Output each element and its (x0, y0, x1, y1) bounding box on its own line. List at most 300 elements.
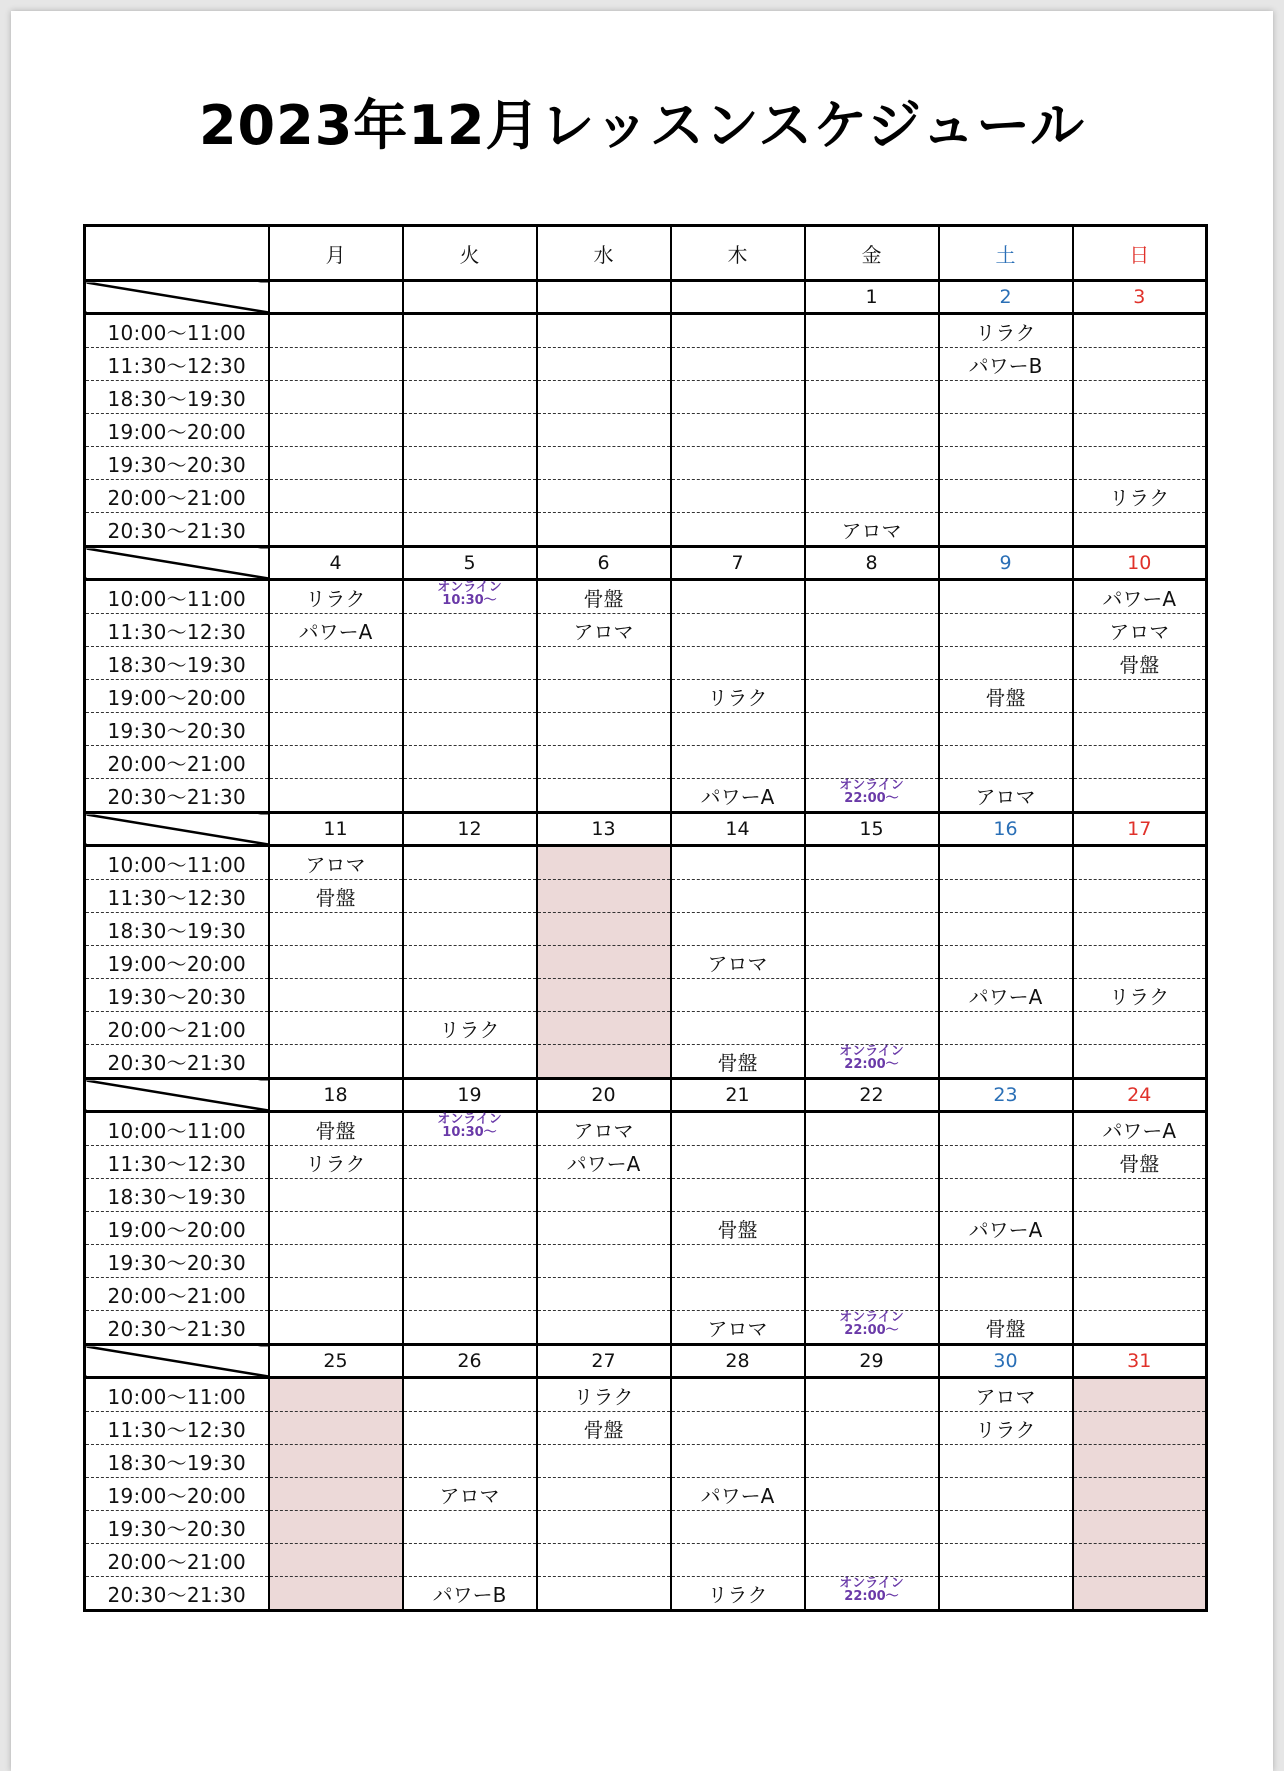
lesson-cell (403, 680, 537, 713)
lesson-cell: 骨盤 (671, 1045, 805, 1079)
lesson-cell (671, 713, 805, 746)
time-slot-label: 10:00～11:00 (85, 314, 269, 348)
lesson-cell (805, 614, 939, 647)
time-slot-row (85, 480, 1207, 513)
lesson-cell: パワーB (939, 348, 1073, 381)
lesson-cell (671, 1378, 805, 1412)
schedule-page (11, 11, 1273, 1771)
date-cell: 11 (269, 813, 403, 846)
lesson-cell (403, 614, 537, 647)
lesson-cell (403, 1212, 537, 1245)
date-cell: 25 (269, 1345, 403, 1378)
lesson-cell: 骨盤 (939, 1311, 1073, 1345)
lesson-cell (269, 447, 403, 480)
closed-day-cell (537, 1045, 671, 1079)
online-lesson-cell (805, 779, 939, 813)
date-cell: 24 (1073, 1079, 1207, 1112)
time-slot-row (85, 1412, 1207, 1445)
week-2-date-row (85, 547, 1207, 580)
lesson-cell (403, 314, 537, 348)
time-slot-row (85, 1445, 1207, 1478)
time-slot-row (85, 447, 1207, 480)
lesson-cell (537, 1278, 671, 1311)
time-slot-label: 20:30～21:30 (85, 513, 269, 547)
date-cell: 14 (671, 813, 805, 846)
online-lesson-badge (839, 779, 904, 805)
lesson-cell (939, 1577, 1073, 1611)
time-slot-row (85, 1146, 1207, 1179)
time-slot-label: 19:30～20:30 (85, 979, 269, 1012)
lesson-cell: 骨盤 (1073, 647, 1207, 680)
week-1-date-row (85, 281, 1207, 314)
date-cell (671, 281, 805, 314)
weekday-header-row (85, 226, 1207, 281)
online-start-time: 22:00～ (844, 791, 899, 806)
lesson-cell (939, 746, 1073, 779)
time-slot-label: 20:30～21:30 (85, 779, 269, 813)
lesson-cell (403, 979, 537, 1012)
lesson-cell: 骨盤 (1073, 1146, 1207, 1179)
lesson-cell (939, 1478, 1073, 1511)
lesson-cell: リラク (269, 1146, 403, 1179)
time-slot-row (85, 580, 1207, 614)
lesson-cell (671, 1112, 805, 1146)
time-slot-label: 18:30～19:30 (85, 381, 269, 414)
lesson-cell (805, 1012, 939, 1045)
lesson-cell (939, 946, 1073, 979)
lesson-cell (939, 880, 1073, 913)
closed-day-cell (1073, 1378, 1207, 1412)
lesson-cell (1073, 680, 1207, 713)
lesson-cell: パワーA (939, 979, 1073, 1012)
lesson-cell (403, 348, 537, 381)
lesson-cell (269, 1012, 403, 1045)
online-label: オンライン (437, 1112, 502, 1127)
lesson-cell (269, 779, 403, 813)
closed-day-cell (1073, 1544, 1207, 1577)
lesson-cell (671, 513, 805, 547)
lesson-cell: アロマ (939, 1378, 1073, 1412)
lesson-cell (805, 946, 939, 979)
lesson-cell (939, 414, 1073, 447)
lesson-cell (403, 1445, 537, 1478)
online-label: オンライン (839, 1044, 904, 1059)
weekday-wed: 水 (537, 226, 671, 281)
closed-day-cell (537, 846, 671, 880)
lesson-cell: アロマ (537, 614, 671, 647)
lesson-cell (537, 680, 671, 713)
online-lesson-badge (437, 581, 502, 607)
date-cell (269, 281, 403, 314)
lesson-cell: パワーA (269, 614, 403, 647)
lesson-cell: 骨盤 (269, 880, 403, 913)
time-slot-row (85, 1245, 1207, 1278)
time-slot-row (85, 513, 1207, 547)
lesson-cell: パワーA (671, 1478, 805, 1511)
time-slot-row (85, 614, 1207, 647)
lesson-cell (537, 1311, 671, 1345)
weekday-fri: 金 (805, 226, 939, 281)
date-cell: 16 (939, 813, 1073, 846)
date-cell: 3 (1073, 281, 1207, 314)
lesson-cell: リラク (1073, 480, 1207, 513)
time-slot-label: 20:00～21:00 (85, 1278, 269, 1311)
lesson-cell (1073, 946, 1207, 979)
lesson-cell (537, 1245, 671, 1278)
time-slot-row (85, 1478, 1207, 1511)
online-start-time: 10:30～ (442, 1125, 497, 1140)
lesson-cell (939, 1278, 1073, 1311)
lesson-cell (671, 846, 805, 880)
time-slot-label: 18:30～19:30 (85, 1445, 269, 1478)
lesson-cell (939, 480, 1073, 513)
closed-day-cell (537, 880, 671, 913)
time-slot-label: 19:00～20:00 (85, 414, 269, 447)
lesson-cell (269, 1179, 403, 1212)
closed-day-cell (269, 1544, 403, 1577)
diagonal-divider-cell (85, 813, 269, 846)
lesson-cell: リラク (537, 1378, 671, 1412)
time-slot-row (85, 1577, 1207, 1611)
lesson-cell (671, 1511, 805, 1544)
lesson-cell (537, 348, 671, 381)
lesson-cell (805, 1412, 939, 1445)
lesson-cell (403, 880, 537, 913)
time-slot-row (85, 314, 1207, 348)
lesson-cell (403, 480, 537, 513)
date-cell: 13 (537, 813, 671, 846)
lesson-cell (805, 1278, 939, 1311)
time-slot-label: 11:30～12:30 (85, 1146, 269, 1179)
time-slot-row (85, 913, 1207, 946)
lesson-cell (269, 348, 403, 381)
time-slot-row (85, 979, 1207, 1012)
weekday-thu: 木 (671, 226, 805, 281)
lesson-cell (939, 1544, 1073, 1577)
time-slot-row (85, 1544, 1207, 1577)
closed-day-cell (1073, 1445, 1207, 1478)
lesson-cell (671, 348, 805, 381)
lesson-cell (1073, 1278, 1207, 1311)
diagonal-divider-cell (85, 1079, 269, 1112)
closed-day-cell (269, 1577, 403, 1611)
lesson-cell (805, 1378, 939, 1412)
time-slot-label: 19:00～20:00 (85, 1212, 269, 1245)
time-slot-label: 20:00～21:00 (85, 480, 269, 513)
lesson-cell (671, 314, 805, 348)
time-slot-row (85, 647, 1207, 680)
lesson-cell (939, 513, 1073, 547)
lesson-cell (1073, 1212, 1207, 1245)
date-cell: 31 (1073, 1345, 1207, 1378)
time-slot-label: 18:30～19:30 (85, 913, 269, 946)
lesson-cell (403, 647, 537, 680)
lesson-cell: アロマ (403, 1478, 537, 1511)
lesson-cell (537, 779, 671, 813)
lesson-cell (805, 913, 939, 946)
online-lesson-cell (805, 1045, 939, 1079)
lesson-cell (1073, 447, 1207, 480)
lesson-cell (671, 1278, 805, 1311)
lesson-cell (269, 513, 403, 547)
lesson-cell (939, 1112, 1073, 1146)
online-lesson-badge (437, 1113, 502, 1139)
week-4-date-row (85, 1079, 1207, 1112)
lesson-cell: パワーA (1073, 1112, 1207, 1146)
lesson-cell (1073, 913, 1207, 946)
lesson-cell (537, 414, 671, 447)
lesson-cell (939, 1012, 1073, 1045)
week-3-date-row (85, 813, 1207, 846)
time-slot-row (85, 779, 1207, 813)
online-lesson-cell (805, 1577, 939, 1611)
lesson-cell (805, 1478, 939, 1511)
date-cell: 19 (403, 1079, 537, 1112)
time-slot-row (85, 1112, 1207, 1146)
lesson-cell (939, 1045, 1073, 1079)
lesson-cell (269, 480, 403, 513)
lesson-cell (805, 746, 939, 779)
time-slot-row (85, 713, 1207, 746)
lesson-cell (805, 1445, 939, 1478)
online-start-time: 22:00～ (844, 1323, 899, 1338)
lesson-cell (671, 614, 805, 647)
closed-day-cell (537, 946, 671, 979)
time-slot-label: 18:30～19:30 (85, 1179, 269, 1212)
lesson-cell (537, 1577, 671, 1611)
online-label: オンライン (839, 778, 904, 793)
time-slot-row (85, 1278, 1207, 1311)
lesson-cell (537, 1478, 671, 1511)
lesson-cell (671, 1146, 805, 1179)
lesson-cell (1073, 314, 1207, 348)
lesson-cell (1073, 1012, 1207, 1045)
lesson-cell (671, 1179, 805, 1212)
lesson-cell (671, 1012, 805, 1045)
lesson-cell: パワーB (403, 1577, 537, 1611)
date-cell: 17 (1073, 813, 1207, 846)
time-slot-label: 19:30～20:30 (85, 1245, 269, 1278)
time-slot-label: 19:30～20:30 (85, 447, 269, 480)
time-slot-row (85, 1311, 1207, 1345)
time-slot-label: 11:30～12:30 (85, 880, 269, 913)
date-cell (403, 281, 537, 314)
lesson-cell (537, 314, 671, 348)
time-slot-label: 20:30～21:30 (85, 1045, 269, 1079)
date-cell: 6 (537, 547, 671, 580)
lesson-cell (269, 314, 403, 348)
lesson-cell (269, 1245, 403, 1278)
lesson-cell (939, 614, 1073, 647)
lesson-cell (403, 1146, 537, 1179)
time-slot-label: 10:00～11:00 (85, 1378, 269, 1412)
lesson-cell: アロマ (269, 846, 403, 880)
time-slot-label: 10:00～11:00 (85, 1112, 269, 1146)
lesson-cell: パワーA (1073, 580, 1207, 614)
lesson-cell (805, 348, 939, 381)
closed-day-cell (537, 1012, 671, 1045)
date-cell: 7 (671, 547, 805, 580)
lesson-cell (805, 1146, 939, 1179)
lesson-cell (671, 580, 805, 614)
lesson-cell (671, 1412, 805, 1445)
lesson-cell (805, 480, 939, 513)
date-cell (537, 281, 671, 314)
time-slot-label: 10:00～11:00 (85, 580, 269, 614)
lesson-cell (939, 913, 1073, 946)
diagonal-divider-cell (85, 1345, 269, 1378)
time-slot-row (85, 1012, 1207, 1045)
date-cell: 18 (269, 1079, 403, 1112)
date-cell: 26 (403, 1345, 537, 1378)
lesson-cell (671, 1245, 805, 1278)
date-cell: 5 (403, 547, 537, 580)
lesson-cell (939, 713, 1073, 746)
lesson-cell (403, 713, 537, 746)
date-cell: 22 (805, 1079, 939, 1112)
date-cell: 28 (671, 1345, 805, 1378)
lesson-cell (1073, 713, 1207, 746)
lesson-cell: パワーA (671, 779, 805, 813)
lesson-cell (805, 580, 939, 614)
page-title: 2023年12月レッスンスケジュール (198, 94, 1086, 157)
lesson-cell: パワーA (537, 1146, 671, 1179)
lesson-cell: リラク (1073, 979, 1207, 1012)
time-slot-row (85, 381, 1207, 414)
online-label: オンライン (839, 1576, 904, 1591)
lesson-cell: リラク (671, 1577, 805, 1611)
date-cell: 12 (403, 813, 537, 846)
lesson-cell (671, 1445, 805, 1478)
online-start-time: 10:30～ (442, 593, 497, 608)
time-slot-row (85, 348, 1207, 381)
lesson-cell (403, 447, 537, 480)
lesson-cell (269, 946, 403, 979)
lesson-cell: アロマ (537, 1112, 671, 1146)
lesson-cell (403, 381, 537, 414)
lesson-cell (537, 713, 671, 746)
lesson-cell (805, 1511, 939, 1544)
lesson-cell (939, 381, 1073, 414)
week-5-date-row (85, 1345, 1207, 1378)
lesson-cell: パワーA (939, 1212, 1073, 1245)
date-cell: 21 (671, 1079, 805, 1112)
lesson-cell (805, 680, 939, 713)
time-slot-row (85, 1045, 1207, 1079)
lesson-cell (805, 1212, 939, 1245)
lesson-cell (537, 381, 671, 414)
lesson-cell (1073, 381, 1207, 414)
time-slot-label: 20:00～21:00 (85, 746, 269, 779)
lesson-cell (805, 1544, 939, 1577)
lesson-cell (537, 1179, 671, 1212)
lesson-cell: アロマ (671, 946, 805, 979)
date-cell: 4 (269, 547, 403, 580)
closed-day-cell (269, 1378, 403, 1412)
lesson-cell (939, 647, 1073, 680)
online-lesson-badge (839, 1577, 904, 1603)
lesson-cell (671, 913, 805, 946)
lesson-cell (671, 447, 805, 480)
lesson-cell (805, 381, 939, 414)
time-slot-label: 19:00～20:00 (85, 1478, 269, 1511)
closed-day-cell (537, 913, 671, 946)
lesson-cell (805, 1112, 939, 1146)
lesson-cell (805, 314, 939, 348)
lesson-cell (537, 447, 671, 480)
lesson-cell: 骨盤 (939, 680, 1073, 713)
online-label: オンライン (839, 1310, 904, 1325)
lesson-cell (1073, 846, 1207, 880)
lesson-cell (403, 1544, 537, 1577)
lesson-cell (403, 513, 537, 547)
online-lesson-cell (805, 1311, 939, 1345)
lesson-cell (805, 447, 939, 480)
online-lesson-cell (403, 580, 537, 614)
date-cell: 9 (939, 547, 1073, 580)
lesson-cell (403, 746, 537, 779)
lesson-cell (671, 414, 805, 447)
time-slot-row (85, 414, 1207, 447)
date-cell: 10 (1073, 547, 1207, 580)
weekday-tue: 火 (403, 226, 537, 281)
lesson-cell (269, 1278, 403, 1311)
lesson-cell (269, 713, 403, 746)
lesson-cell (403, 779, 537, 813)
lesson-cell: 骨盤 (537, 1412, 671, 1445)
time-slot-row (85, 680, 1207, 713)
lesson-cell (939, 1245, 1073, 1278)
lesson-cell (269, 1045, 403, 1079)
lesson-cell (403, 1045, 537, 1079)
closed-day-cell (269, 1478, 403, 1511)
lesson-cell (403, 1179, 537, 1212)
lesson-cell (1073, 348, 1207, 381)
lesson-cell (1073, 1045, 1207, 1079)
lesson-cell (805, 713, 939, 746)
lesson-cell (1073, 414, 1207, 447)
corner-cell (85, 226, 269, 281)
lesson-cell (269, 1212, 403, 1245)
lesson-cell (671, 480, 805, 513)
lesson-cell (269, 680, 403, 713)
diagonal-divider-cell (85, 281, 269, 314)
lesson-cell (805, 1245, 939, 1278)
date-cell: 15 (805, 813, 939, 846)
lesson-cell: リラク (939, 314, 1073, 348)
lesson-cell (805, 979, 939, 1012)
lesson-cell (537, 746, 671, 779)
online-lesson-badge (839, 1045, 904, 1071)
date-cell: 30 (939, 1345, 1073, 1378)
lesson-cell (671, 979, 805, 1012)
lesson-cell (537, 1511, 671, 1544)
time-slot-label: 20:00～21:00 (85, 1012, 269, 1045)
lesson-cell (537, 1212, 671, 1245)
lesson-cell: リラク (939, 1412, 1073, 1445)
lesson-cell (939, 1511, 1073, 1544)
lesson-cell (403, 1378, 537, 1412)
lesson-cell (537, 1445, 671, 1478)
lesson-cell (805, 880, 939, 913)
time-slot-row (85, 1511, 1207, 1544)
lesson-cell (269, 979, 403, 1012)
time-slot-label: 19:30～20:30 (85, 1511, 269, 1544)
lesson-cell (939, 1179, 1073, 1212)
closed-day-cell (269, 1412, 403, 1445)
lesson-cell (403, 1511, 537, 1544)
lesson-cell: アロマ (805, 513, 939, 547)
